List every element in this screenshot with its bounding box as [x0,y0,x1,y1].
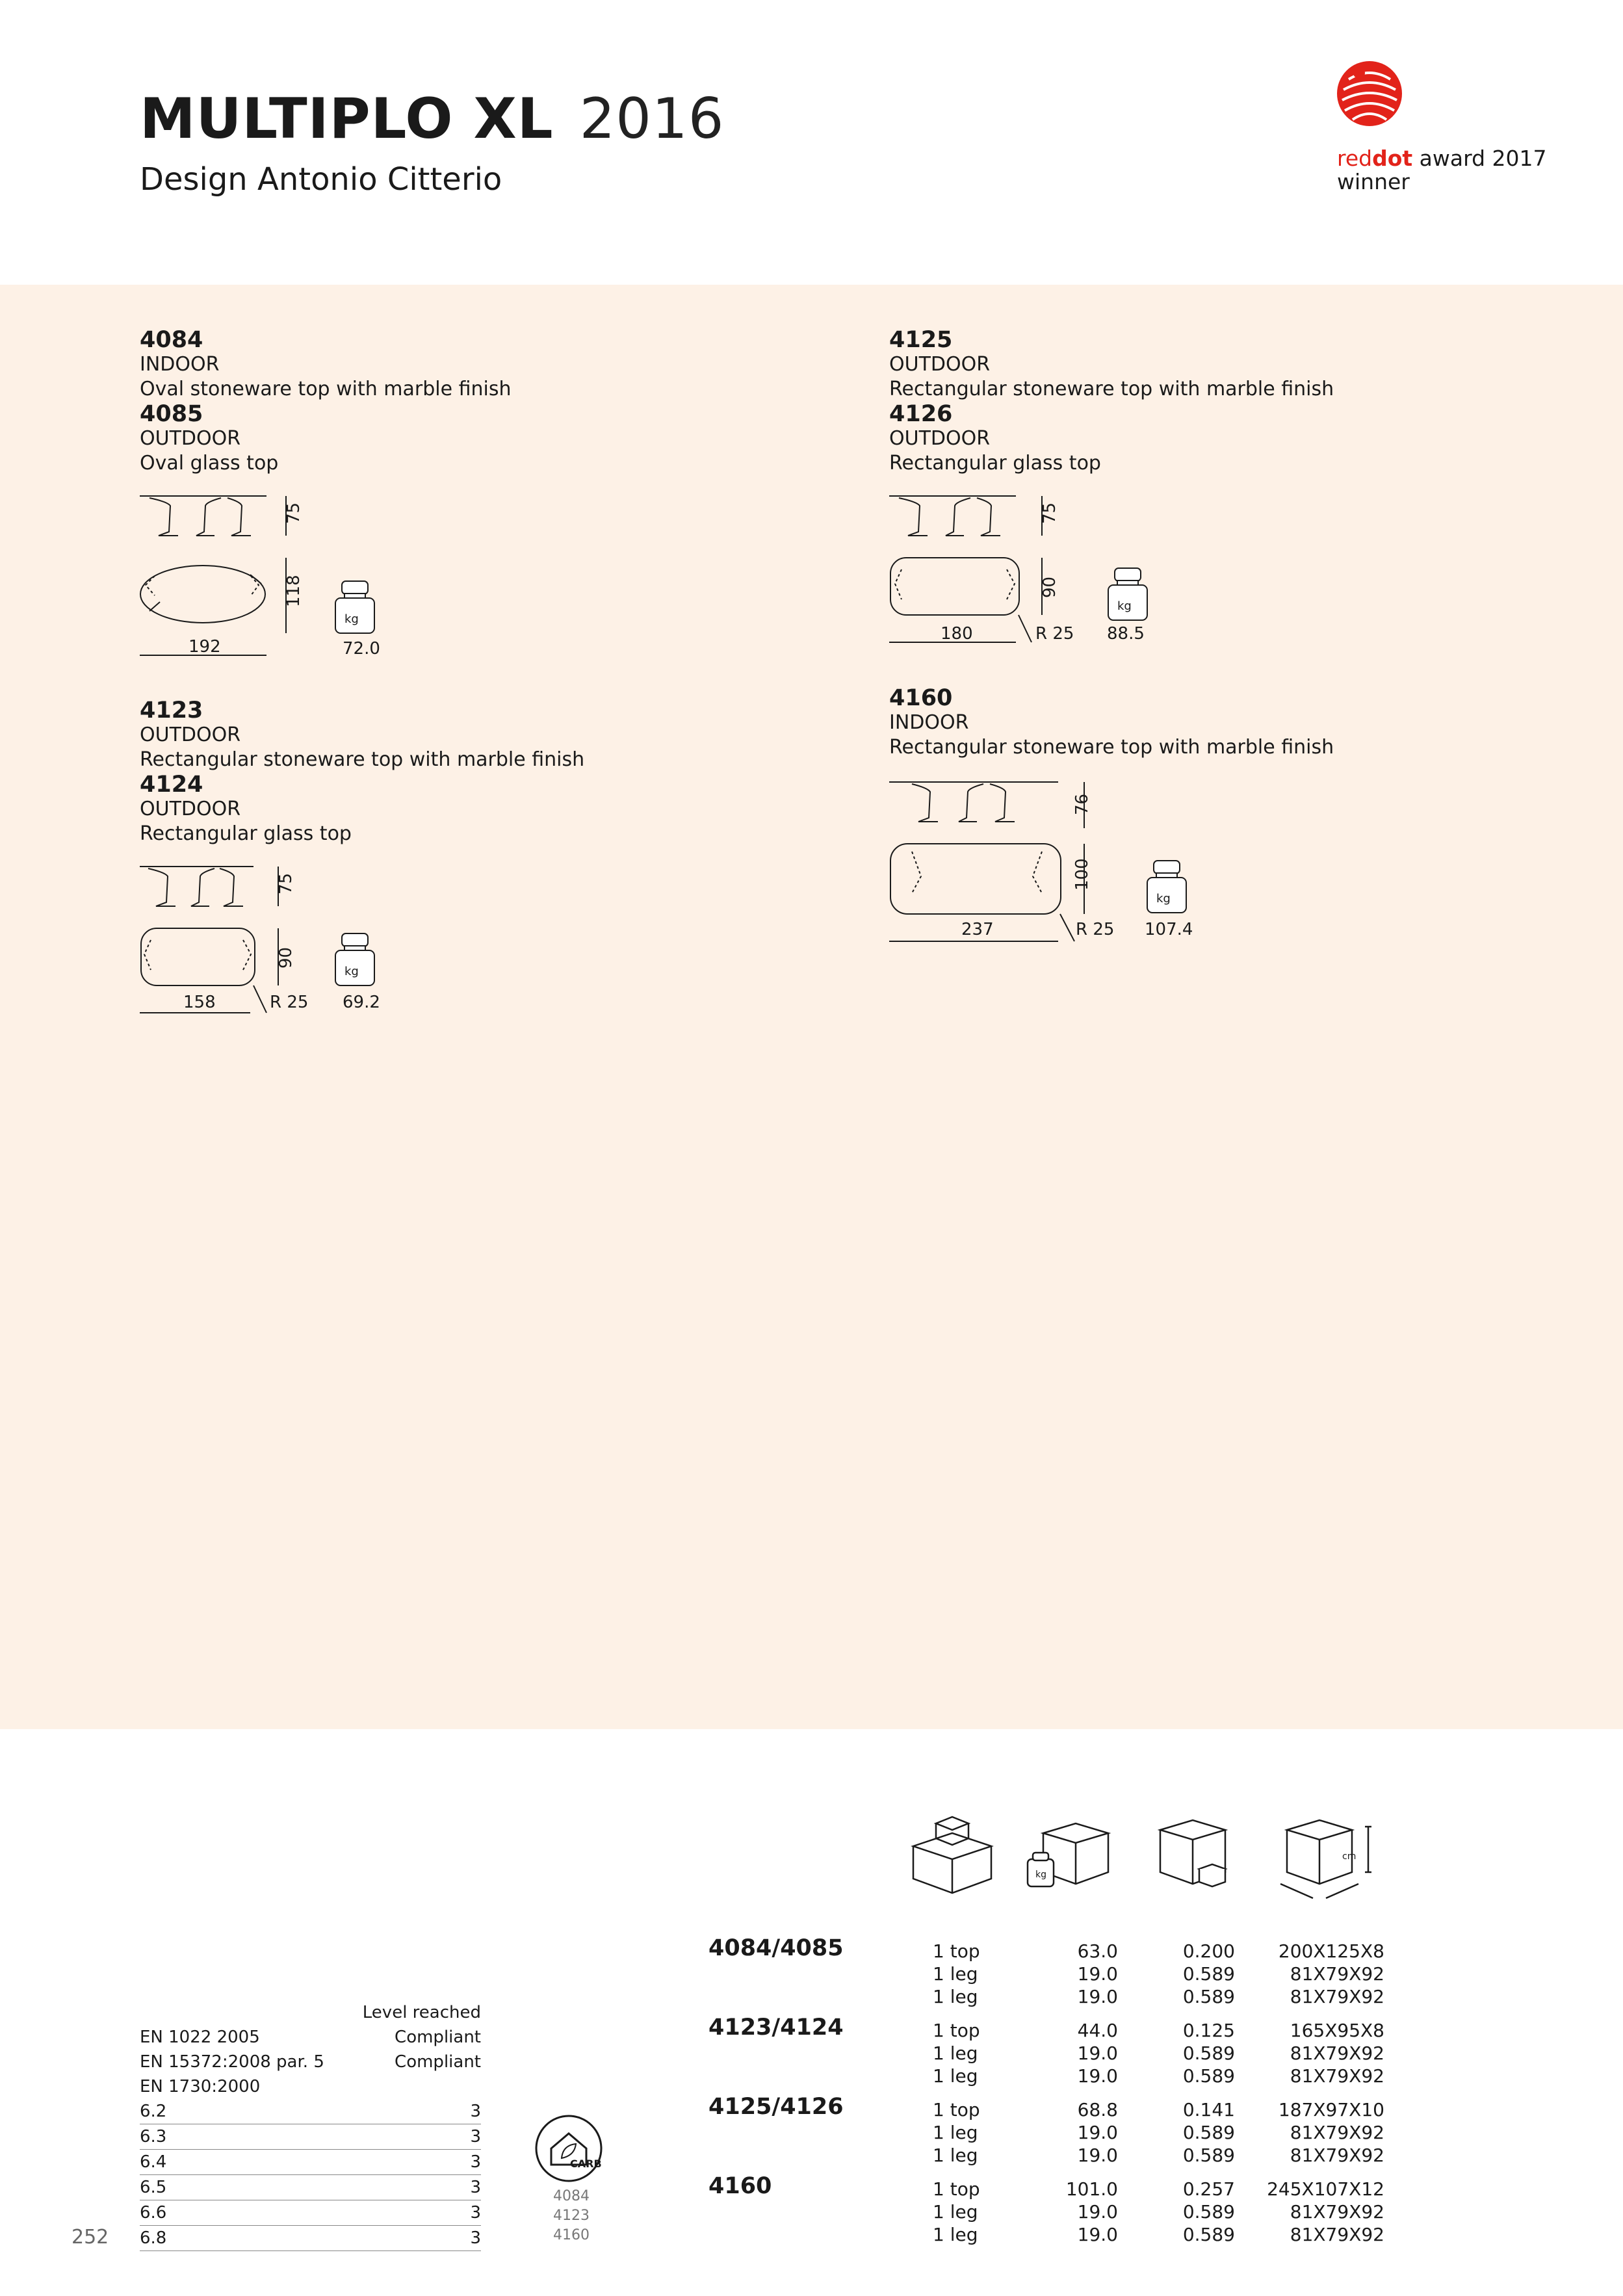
carb-label: CARB [570,2158,602,2170]
dim-width: 237 [961,920,994,939]
package-dimensions-icon [1280,1820,1371,1898]
packaging-row [708,2065,1436,2089]
table-drawing-4125 [886,493,1159,665]
package-weight: 101.0 [1065,2178,1118,2200]
package-part: 1 leg [933,2201,978,2223]
norm-value: Compliant [395,2028,481,2047]
test-name: 6.8 [140,2228,167,2248]
level-reached-header: Level reached [362,2003,481,2022]
product-code: 4126 [889,401,953,427]
package-dimensions: 81X79X92 [1290,1963,1384,1985]
test-level: 3 [470,2152,481,2172]
package-weight: 19.0 [1077,2122,1118,2143]
product-code: 4124 [140,772,203,798]
dim-depth: 100 [1072,858,1092,891]
package-dimensions: 200X125X8 [1278,1940,1384,1962]
product-code: 4085 [140,401,203,427]
icon-cm-label: cm [1342,1851,1357,1862]
package-volume: 0.589 [1182,1963,1235,1985]
package-part: 1 leg [933,2122,978,2143]
package-dimensions: 81X79X92 [1290,2042,1384,2064]
packaging-row [708,2042,1436,2066]
packaging-code: 4160 [708,2173,772,2199]
packaging-row [708,2099,1436,2122]
package-volume: 0.589 [1182,2042,1235,2064]
package-volume: 0.589 [1182,2224,1235,2245]
dim-radius: R 25 [1035,624,1074,644]
packaging-code: 4125/4126 [708,2094,844,2120]
page-number: 252 [71,2226,109,2249]
product-environment: INDOOR [889,711,969,734]
kg-label: kg [344,965,359,978]
packaging-row [708,2020,1436,2043]
package-part: 1 leg [933,1986,978,2007]
weight-value: 88.5 [1107,624,1145,644]
packaging-code: 4123/4124 [708,2015,844,2041]
test-level: 3 [470,2102,481,2121]
package-volume: 0.589 [1182,2145,1235,2166]
test-name: 6.3 [140,2127,167,2146]
product-block-4125 [889,328,1572,476]
package-dimensions: 81X79X92 [1290,2122,1384,2143]
product-description: Rectangular glass top [140,822,352,845]
product-description: Rectangular stoneware top with marble finish [140,748,585,771]
package-part: 1 top [933,2020,980,2041]
dim-radius: R 25 [1076,920,1115,939]
product-environment: INDOOR [140,353,220,376]
test-level: 3 [470,2203,481,2223]
test-level: 3 [470,2228,481,2248]
package-weight: 19.0 [1077,2201,1118,2223]
package-volume: 0.589 [1182,2065,1235,2087]
product-description: Oval stoneware top with marble finish [140,378,512,400]
norm-list [140,2025,481,2099]
weight-value: 69.2 [343,993,380,1012]
package-dimensions: 81X79X92 [1290,2224,1384,2245]
package-volume: 0.200 [1182,1940,1235,1962]
package-parts-icon [913,1817,991,1893]
product-year: 2016 [579,86,725,151]
packaging-row [708,2224,1436,2247]
product-environment: OUTDOOR [889,353,991,376]
package-dimensions: 245X107X12 [1267,2178,1384,2200]
test-level: 3 [470,2178,481,2197]
product-environment: OUTDOOR [889,427,991,450]
package-dimensions: 165X95X8 [1290,2020,1384,2041]
product-environment: OUTDOOR [140,427,241,450]
package-weight: 63.0 [1077,1940,1118,1962]
test-list [140,2099,481,2251]
dim-height: 75 [1040,502,1059,524]
product-description: Oval glass top [140,452,279,475]
weight-value: 72.0 [343,639,380,659]
kg-label: kg [1156,892,1171,906]
test-row [140,2226,481,2251]
package-volume: 0.589 [1182,2201,1235,2223]
package-part: 1 top [933,1940,980,1962]
product-block-4123 [140,698,822,846]
product-name: MULTIPLO XL [140,86,554,151]
product-code: 4125 [889,327,953,353]
test-row [140,2150,481,2175]
test-name: 6.6 [140,2203,167,2223]
icon-kg-label: kg [1035,1870,1046,1880]
dim-depth: 118 [284,575,304,607]
packaging-row [708,1940,1436,1964]
carb-code: 4123 [553,2208,590,2224]
dim-radius: R 25 [270,993,309,1012]
package-dimensions: 187X97X10 [1278,2099,1384,2120]
product-block-4084 [140,328,822,476]
package-weight: 19.0 [1077,2065,1118,2087]
package-dimensions: 81X79X92 [1290,2065,1384,2087]
weight-value: 107.4 [1145,920,1193,939]
certification-block [140,2000,481,2251]
dim-height: 75 [284,502,304,524]
packaging-row [708,2122,1436,2145]
test-row [140,2124,481,2150]
product-code: 4123 [140,698,203,724]
kg-label: kg [1117,599,1132,613]
dim-depth: 90 [1040,576,1059,598]
product-description: Rectangular stoneware top with marble finish [889,736,1334,759]
table-drawing-4160 [886,779,1211,951]
product-code: 4160 [889,685,953,711]
packaging-row [708,1963,1436,1987]
norm-value: Compliant [395,2052,481,2072]
norm-row [140,2025,481,2050]
award-status: winner [1337,169,1410,195]
table-drawing-4123 [136,863,409,1036]
package-dimensions: 81X79X92 [1290,2201,1384,2223]
dim-depth: 90 [276,946,296,969]
dim-width: 158 [183,993,216,1012]
package-weight: 19.0 [1077,2042,1118,2064]
packaging-code: 4084/4085 [708,1935,844,1961]
package-dimensions: 81X79X92 [1290,2145,1384,2166]
test-row [140,2099,481,2124]
package-dimensions: 81X79X92 [1290,1986,1384,2007]
norm-row [140,2050,481,2074]
carb-codes [552,2187,591,2245]
carb-code: 4084 [553,2188,590,2204]
reddot-award-label: reddot award 2017 winner [1337,146,1547,195]
package-part: 1 leg [933,2145,978,2166]
package-part: 1 top [933,2099,980,2120]
norm-row [140,2074,481,2099]
kg-label: kg [344,612,359,626]
package-part: 1 leg [933,2042,978,2064]
packaging-row [708,2201,1436,2224]
dim-height: 75 [276,872,296,894]
product-description: Rectangular stoneware top with marble finish [889,378,1334,400]
test-name: 6.2 [140,2102,167,2121]
carb-code: 4160 [553,2227,590,2243]
packaging-row [708,2178,1436,2202]
package-weight: 68.8 [1077,2099,1118,2120]
package-weight: 44.0 [1077,2020,1118,2041]
page-title [140,86,725,151]
package-volume: 0.589 [1182,2122,1235,2143]
table-drawing-4084 [136,493,409,665]
package-volume: 0.257 [1182,2178,1235,2200]
norm-name: EN 15372:2008 par. 5 [140,2052,324,2072]
test-level: 3 [470,2127,481,2146]
product-environment: OUTDOOR [140,724,241,746]
product-description: Rectangular glass top [889,452,1101,475]
package-weight: 19.0 [1077,1963,1118,1985]
product-environment: OUTDOOR [140,798,241,820]
package-weight: 19.0 [1077,1986,1118,2007]
package-volume: 0.141 [1182,2099,1235,2120]
test-name: 6.5 [140,2178,167,2197]
dim-width: 192 [188,637,221,657]
product-code: 4084 [140,327,203,353]
package-volume-icon [1160,1820,1225,1886]
package-volume: 0.589 [1182,1986,1235,2007]
test-name: 6.4 [140,2152,167,2172]
test-row [140,2175,481,2200]
product-block-4160 [889,686,1572,760]
dim-height: 76 [1072,793,1092,815]
norm-name: EN 1022 2005 [140,2028,260,2047]
package-part: 1 leg [933,2065,978,2087]
packaging-row [708,1986,1436,2009]
test-row [140,2200,481,2226]
package-part: 1 leg [933,2224,978,2245]
package-weight: 19.0 [1077,2145,1118,2166]
package-part: 1 top [933,2178,980,2200]
norm-name: EN 1730:2000 [140,2077,261,2096]
package-weight: 19.0 [1077,2224,1118,2245]
designer-credit: Design Antonio Citterio [140,161,502,198]
package-part: 1 leg [933,1963,978,1985]
package-volume: 0.125 [1182,2020,1235,2041]
carb-seal-icon [533,2113,604,2184]
packaging-icons [907,1807,1388,1918]
dim-width: 180 [941,624,973,644]
packaging-row [708,2145,1436,2168]
reddot-logo-icon [1336,60,1407,131]
